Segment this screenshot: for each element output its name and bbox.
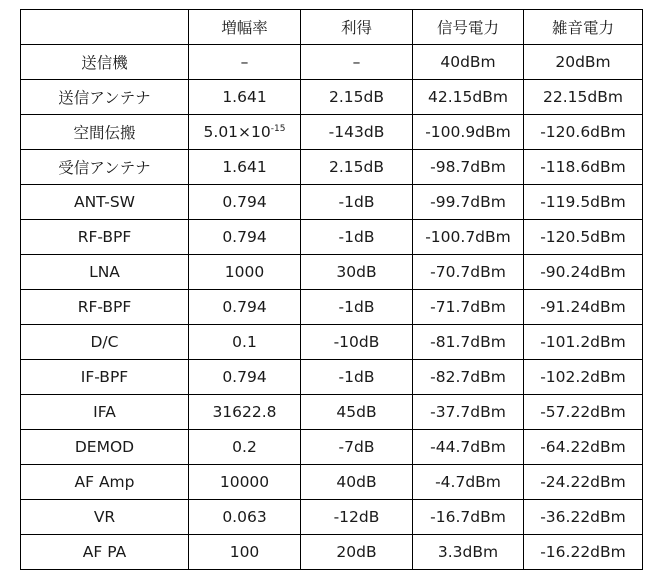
noise-power-cell: -90.24dBm [524,255,643,290]
table-row [21,255,643,290]
table-row [21,360,643,395]
signal-power-cell: -100.7dBm [413,220,524,255]
table-row [21,535,643,570]
noise-power-cell: -118.6dBm [524,150,643,185]
gain-db-cell: 2.15dB [301,150,413,185]
noise-power-cell: -64.22dBm [524,430,643,465]
stage-name-cell: 空間伝搬 [21,115,189,150]
gain-db-cell: -1dB [301,360,413,395]
link-budget-table [20,9,643,570]
gain-db-cell: -1dB [301,220,413,255]
amplification-factor-cell: 1000 [189,255,301,290]
noise-power-cell: -16.22dBm [524,535,643,570]
signal-power-cell: -16.7dBm [413,500,524,535]
stage-name-cell: 送信アンテナ [21,80,189,115]
gain-db-cell: -1dB [301,290,413,325]
stage-name-cell: AF PA [21,535,189,570]
stage-name-cell: IF-BPF [21,360,189,395]
table-row [21,115,643,150]
amplification-factor-cell [189,115,301,150]
signal-power-cell: 3.3dBm [413,535,524,570]
signal-power-cell: -71.7dBm [413,290,524,325]
gain-db-cell: 40dB [301,465,413,500]
amplification-factor-exponent: -15 [270,124,286,134]
gain-db-cell: – [301,45,413,80]
signal-power-cell: -4.7dBm [413,465,524,500]
noise-power-cell: -119.5dBm [524,185,643,220]
amplification-factor-cell: 10000 [189,465,301,500]
gain-db-cell: 30dB [301,255,413,290]
table-row [21,500,643,535]
noise-power-cell: -24.22dBm [524,465,643,500]
stage-name-cell: 受信アンテナ [21,150,189,185]
gain-db-cell: -1dB [301,185,413,220]
amplification-factor-cell: 0.794 [189,290,301,325]
amplification-factor-cell: 1.641 [189,150,301,185]
signal-power-cell: -37.7dBm [413,395,524,430]
noise-power-cell: -101.2dBm [524,325,643,360]
stage-name-cell: D/C [21,325,189,360]
amplification-factor-cell: 0.2 [189,430,301,465]
header-signal-power: 信号電力 [413,10,524,45]
signal-power-cell: 40dBm [413,45,524,80]
signal-power-cell: -100.9dBm [413,115,524,150]
stage-name-cell: ANT-SW [21,185,189,220]
amplification-factor-cell: 0.794 [189,360,301,395]
table-row [21,80,643,115]
gain-db-cell: 20dB [301,535,413,570]
header-noise-power: 雑音電力 [524,10,643,45]
stage-name-cell: 送信機 [21,45,189,80]
table-row [21,395,643,430]
table-row [21,430,643,465]
signal-power-cell: -98.7dBm [413,150,524,185]
stage-name-cell: IFA [21,395,189,430]
noise-power-cell: -36.22dBm [524,500,643,535]
gain-db-cell: -143dB [301,115,413,150]
signal-power-cell: -82.7dBm [413,360,524,395]
amplification-factor-cell: – [189,45,301,80]
signal-power-cell: -99.7dBm [413,185,524,220]
table-row [21,220,643,255]
stage-name-cell: RF-BPF [21,290,189,325]
stage-name-cell: RF-BPF [21,220,189,255]
gain-db-cell: -10dB [301,325,413,360]
signal-power-cell: -81.7dBm [413,325,524,360]
table-row [21,290,643,325]
stage-name-cell: AF Amp [21,465,189,500]
table-row [21,465,643,500]
amplification-factor-cell: 0.1 [189,325,301,360]
noise-power-cell: 20dBm [524,45,643,80]
amplification-factor-mantissa: 5.01×10 [203,123,271,141]
table-row [21,185,643,220]
header-corner-cell [21,10,189,45]
amplification-factor-cell: 0.794 [189,185,301,220]
noise-power-cell: -102.2dBm [524,360,643,395]
table-row [21,45,643,80]
stage-name-cell: LNA [21,255,189,290]
signal-power-cell: -44.7dBm [413,430,524,465]
noise-power-cell: -91.24dBm [524,290,643,325]
gain-db-cell: 2.15dB [301,80,413,115]
header-gain: 利得 [301,10,413,45]
signal-power-cell: -70.7dBm [413,255,524,290]
noise-power-cell: 22.15dBm [524,80,643,115]
gain-db-cell: -12dB [301,500,413,535]
gain-db-cell: 45dB [301,395,413,430]
amplification-factor-cell: 1.641 [189,80,301,115]
gain-db-cell: -7dB [301,430,413,465]
header-amplification-factor: 増幅率 [189,10,301,45]
amplification-factor-cell: 0.794 [189,220,301,255]
noise-power-cell: -57.22dBm [524,395,643,430]
noise-power-cell: -120.5dBm [524,220,643,255]
noise-power-cell: -120.6dBm [524,115,643,150]
table-row [21,150,643,185]
amplification-factor-cell: 0.063 [189,500,301,535]
stage-name-cell: VR [21,500,189,535]
stage-name-cell: DEMOD [21,430,189,465]
signal-power-cell: 42.15dBm [413,80,524,115]
table-row [21,325,643,360]
amplification-factor-cell: 100 [189,535,301,570]
header-row [21,10,643,45]
amplification-factor-cell: 31622.8 [189,395,301,430]
